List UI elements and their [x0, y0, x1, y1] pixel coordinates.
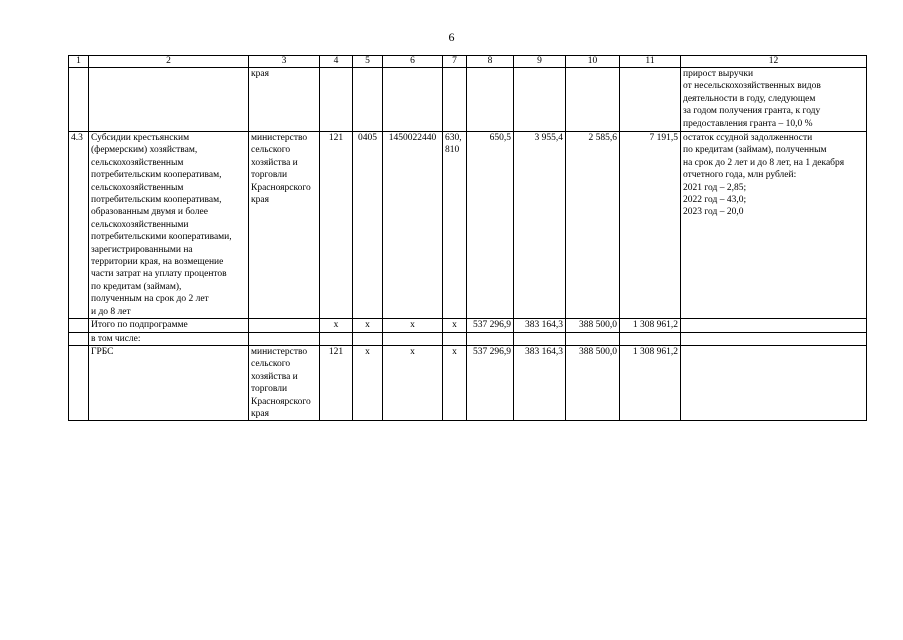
- cell-section-code: x: [353, 345, 383, 420]
- cell-amount-total: 1 308 961,2: [620, 345, 681, 420]
- header-cell: 3: [249, 56, 320, 68]
- cell-target-code: 1450022440: [383, 132, 443, 319]
- cell-empty: [514, 68, 566, 132]
- cell-amount-2022: 383 164,3: [514, 345, 566, 420]
- header-cell: 4: [320, 56, 353, 68]
- cell-amount-total: 1 308 961,2: [620, 319, 681, 332]
- cell-section-code: 0405: [353, 132, 383, 319]
- cell-measure: Субсидии крестьянским (фермерским) хозяйствам, сельскохозяйственным потребительским кооперативам, сельскохозяйственным потребительским кооперативам, образованным двумя и более сельскохозяйственными потребительскими кооперативами, зарегистрированными на территории края, на возмещение части затрат на уплату процентов по кредитам (займам), полученным на срок до 2 лет и до 8 лет: [89, 132, 249, 319]
- cell-empty: [249, 319, 320, 332]
- cell-expense-type: x: [443, 345, 467, 420]
- cell-empty: [681, 332, 867, 345]
- header-row: [69, 56, 867, 68]
- program-table: [68, 55, 867, 421]
- cell-empty: [249, 332, 320, 345]
- cell-expense-type: x: [443, 319, 467, 332]
- cell-empty: [383, 68, 443, 132]
- cell-number: 4.3: [69, 132, 89, 319]
- cell-empty: [443, 68, 467, 132]
- cell-empty: [383, 332, 443, 345]
- cell-empty: [69, 332, 89, 345]
- cell-amount-2021: 537 296,9: [467, 345, 514, 420]
- cell-indicator: прирост выручки от несельскохозяйственных видов деятельности в году, следующем за годом получения гранта, к году предоставления гранта – 10,0 %: [681, 68, 867, 132]
- cell-empty: [681, 345, 867, 420]
- cell-label: Итого по подпрограмме: [89, 319, 249, 332]
- cell-indicator: остаток ссудной задолженности по кредитам (займам), полученным на срок до 2 лет и до 8 лет, на 1 декабря отчетного года, млн рублей: 2021 год – 2,85; 2022 год – 43,0; 2023 год – 20,0: [681, 132, 867, 319]
- header-cell: 11: [620, 56, 681, 68]
- cell-empty: [443, 332, 467, 345]
- cell-empty: [681, 319, 867, 332]
- cell-responsible: министерство сельского хозяйства и торговли Красноярского края: [249, 345, 320, 420]
- cell-empty: [467, 332, 514, 345]
- cell-expense-type: 630, 810: [443, 132, 467, 319]
- cell-empty: [566, 68, 620, 132]
- cell-target-code: x: [383, 345, 443, 420]
- cell-empty: [467, 68, 514, 132]
- cell-empty: [69, 345, 89, 420]
- cell-target-code: x: [383, 319, 443, 332]
- cell-responsible: края: [249, 68, 320, 132]
- header-cell: 9: [514, 56, 566, 68]
- table-row-total: [69, 319, 867, 332]
- cell-empty: [353, 68, 383, 132]
- cell-label: ГРБС: [89, 345, 249, 420]
- cell-empty: [566, 332, 620, 345]
- header-cell: 6: [383, 56, 443, 68]
- cell-empty: [514, 332, 566, 345]
- cell-amount-2022: 383 164,3: [514, 319, 566, 332]
- cell-grbs-code: x: [320, 319, 353, 332]
- cell-section-code: x: [353, 319, 383, 332]
- cell-amount-total: 7 191,5: [620, 132, 681, 319]
- cell-amount-2021: 650,5: [467, 132, 514, 319]
- cell-amount-2023: 2 585,6: [566, 132, 620, 319]
- header-cell: 12: [681, 56, 867, 68]
- table-row-including: [69, 332, 867, 345]
- cell-grbs-code: 121: [320, 132, 353, 319]
- header-cell: 5: [353, 56, 383, 68]
- table-row-item-4-3: [69, 132, 867, 319]
- cell-amount-2023: 388 500,0: [566, 319, 620, 332]
- cell-empty: [353, 332, 383, 345]
- cell-empty: [320, 68, 353, 132]
- cell-empty: [69, 319, 89, 332]
- cell-label: в том числе:: [89, 332, 249, 345]
- cell-empty: [320, 332, 353, 345]
- cell-amount-2023: 388 500,0: [566, 345, 620, 420]
- cell-empty: [620, 332, 681, 345]
- table-row-grbs: [69, 345, 867, 420]
- header-cell: 8: [467, 56, 514, 68]
- cell-amount-2021: 537 296,9: [467, 319, 514, 332]
- header-cell: 7: [443, 56, 467, 68]
- page-number: 6: [448, 30, 455, 44]
- header-cell: 2: [89, 56, 249, 68]
- cell-empty: [89, 68, 249, 132]
- header-cell: 1: [69, 56, 89, 68]
- cell-responsible: министерство сельского хозяйства и торговли Красноярского края: [249, 132, 320, 319]
- table-row-continuation: [69, 68, 867, 132]
- header-cell: 10: [566, 56, 620, 68]
- cell-empty: [620, 68, 681, 132]
- cell-grbs-code: 121: [320, 345, 353, 420]
- cell-amount-2022: 3 955,4: [514, 132, 566, 319]
- cell-empty: [69, 68, 89, 132]
